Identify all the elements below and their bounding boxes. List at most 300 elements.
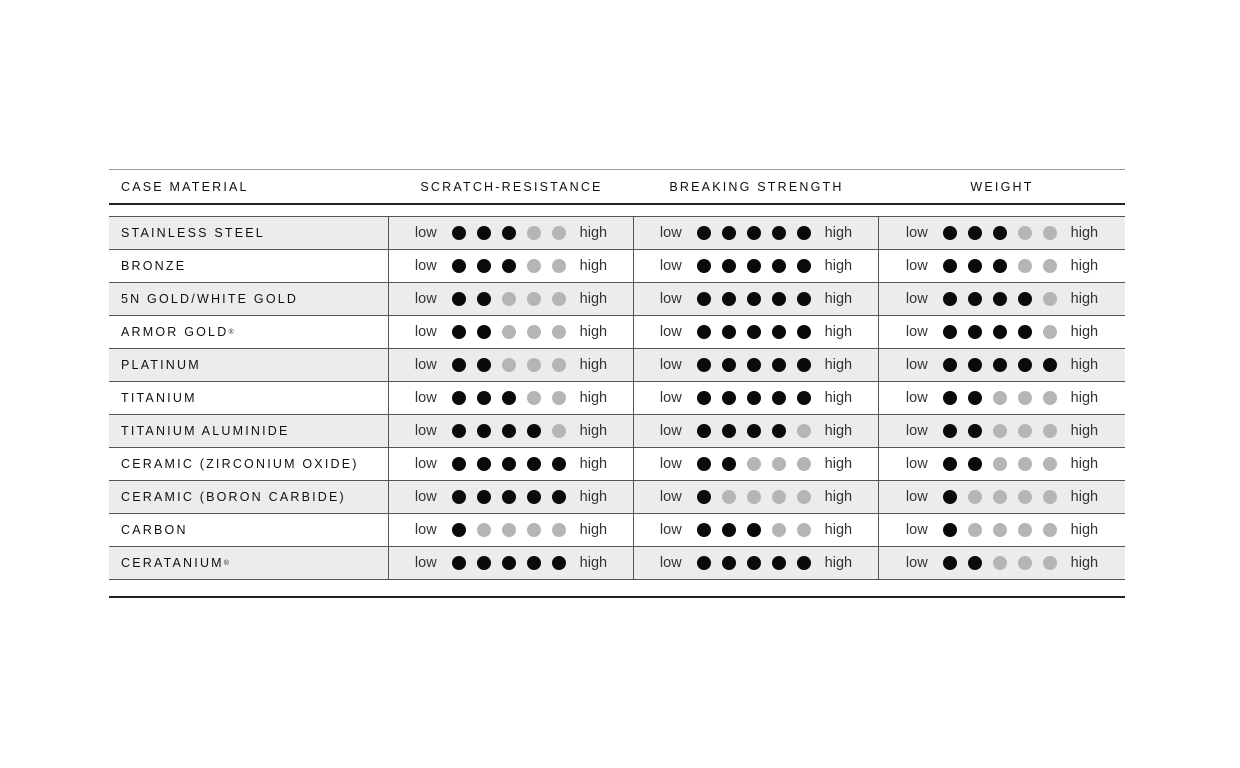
rating-dot-filled	[943, 226, 957, 240]
rating-dot-empty	[552, 523, 566, 537]
rating-dot-empty	[502, 325, 516, 339]
rating-dot-filled	[722, 292, 736, 306]
rating-dot-filled	[968, 556, 982, 570]
weight-rating	[879, 514, 1125, 546]
rating-dot-filled	[477, 424, 491, 438]
high-label: high	[1070, 489, 1099, 505]
rating-dot-filled	[722, 523, 736, 537]
registered-mark: ®	[228, 328, 234, 336]
high-label: high	[824, 258, 853, 274]
low-label: low	[905, 258, 928, 274]
rating-dot-filled	[527, 457, 541, 471]
table-row	[109, 250, 1125, 283]
high-label: high	[579, 258, 608, 274]
high-label: high	[1070, 423, 1099, 439]
breaking-rating	[634, 547, 879, 579]
rating-dot-empty	[1018, 391, 1032, 405]
breaking-rating	[634, 415, 879, 447]
low-label: low	[905, 291, 928, 307]
rating-dot-empty	[477, 523, 491, 537]
rating-dot-filled	[772, 292, 786, 306]
rating-dot-filled	[697, 391, 711, 405]
rating-dot-filled	[968, 424, 982, 438]
rating-dot-empty	[968, 523, 982, 537]
table-row	[109, 514, 1125, 547]
rating-dot-filled	[943, 259, 957, 273]
rating-dot-filled	[697, 556, 711, 570]
low-label: low	[414, 423, 437, 439]
material-name-text: TITANIUM	[121, 391, 197, 405]
rating-dot-filled	[993, 325, 1007, 339]
scratch-rating	[389, 481, 634, 513]
rating-dot-filled	[697, 325, 711, 339]
bottom-rule	[109, 596, 1125, 598]
rating-dot-empty	[1043, 457, 1057, 471]
rating-dot-filled	[452, 457, 466, 471]
high-label: high	[1070, 555, 1099, 571]
registered-mark: ®	[223, 559, 229, 567]
scratch-rating	[389, 250, 634, 282]
low-label: low	[905, 324, 928, 340]
breaking-rating	[634, 349, 879, 381]
high-label: high	[579, 291, 608, 307]
rating-dot-filled	[452, 358, 466, 372]
weight-rating	[879, 382, 1125, 414]
high-label: high	[1070, 258, 1099, 274]
rating-dot-empty	[502, 292, 516, 306]
low-label: low	[414, 522, 437, 538]
low-label: low	[905, 423, 928, 439]
rating-dot-filled	[452, 259, 466, 273]
rating-dot-empty	[502, 523, 516, 537]
rating-dot-empty	[552, 292, 566, 306]
rating-dot-empty	[1043, 325, 1057, 339]
rating-dot-filled	[552, 556, 566, 570]
scratch-rating	[389, 448, 634, 480]
rating-dot-filled	[527, 424, 541, 438]
low-label: low	[414, 456, 437, 472]
rating-dot-empty	[1018, 490, 1032, 504]
rating-dot-empty	[797, 424, 811, 438]
header-case-material: CASE MATERIAL	[121, 179, 249, 194]
material-name-text: BRONZE	[121, 259, 187, 273]
rating-dot-filled	[772, 226, 786, 240]
rating-dot-filled	[697, 259, 711, 273]
rating-dot-empty	[993, 490, 1007, 504]
rating-dot-filled	[697, 226, 711, 240]
rating-dot-filled	[552, 490, 566, 504]
low-label: low	[659, 291, 682, 307]
high-label: high	[1070, 357, 1099, 373]
material-name	[109, 349, 389, 381]
rating-dot-filled	[772, 424, 786, 438]
rating-dot-filled	[722, 457, 736, 471]
material-name	[109, 415, 389, 447]
scratch-rating	[389, 217, 634, 249]
rating-dot-empty	[797, 457, 811, 471]
rating-dot-filled	[722, 325, 736, 339]
rating-dot-filled	[993, 358, 1007, 372]
rating-dot-empty	[527, 292, 541, 306]
rating-dot-filled	[993, 259, 1007, 273]
scratch-rating	[389, 415, 634, 447]
high-label: high	[579, 225, 608, 241]
low-label: low	[414, 555, 437, 571]
rating-dot-filled	[477, 226, 491, 240]
high-label: high	[824, 555, 853, 571]
rating-dot-filled	[477, 325, 491, 339]
rating-dot-empty	[1043, 259, 1057, 273]
rating-dot-filled	[968, 358, 982, 372]
rating-dot-filled	[452, 556, 466, 570]
rating-dot-filled	[452, 226, 466, 240]
table-row	[109, 349, 1125, 382]
material-name-text: CERATANIUM	[121, 556, 224, 570]
material-name-text: CERAMIC (ZIRCONIUM OXIDE)	[121, 457, 359, 471]
rating-dot-filled	[943, 358, 957, 372]
high-label: high	[579, 324, 608, 340]
rating-dot-filled	[502, 490, 516, 504]
rating-dot-filled	[797, 358, 811, 372]
rating-dot-filled	[477, 259, 491, 273]
rating-dot-filled	[797, 292, 811, 306]
rating-dot-filled	[797, 226, 811, 240]
rating-dot-filled	[452, 391, 466, 405]
rating-dot-empty	[722, 490, 736, 504]
rating-dot-empty	[797, 490, 811, 504]
low-label: low	[905, 390, 928, 406]
rating-dot-filled	[527, 490, 541, 504]
rating-dot-empty	[797, 523, 811, 537]
rating-dot-filled	[747, 424, 761, 438]
breaking-rating	[634, 217, 879, 249]
rating-dot-empty	[552, 325, 566, 339]
rating-dot-filled	[697, 424, 711, 438]
rating-dot-empty	[502, 358, 516, 372]
breaking-rating	[634, 316, 879, 348]
high-label: high	[1070, 225, 1099, 241]
high-label: high	[579, 423, 608, 439]
rating-dot-filled	[1043, 358, 1057, 372]
low-label: low	[659, 522, 682, 538]
low-label: low	[659, 555, 682, 571]
rating-dot-empty	[993, 424, 1007, 438]
material-name	[109, 448, 389, 480]
material-name-text: CARBON	[121, 523, 188, 537]
rating-dot-filled	[1018, 358, 1032, 372]
rating-dot-filled	[968, 259, 982, 273]
rating-dot-filled	[747, 292, 761, 306]
breaking-rating	[634, 382, 879, 414]
low-label: low	[659, 489, 682, 505]
breaking-rating	[634, 250, 879, 282]
rating-dot-empty	[772, 490, 786, 504]
rating-dot-empty	[1043, 391, 1057, 405]
rating-dot-filled	[943, 391, 957, 405]
low-label: low	[659, 423, 682, 439]
rating-dot-filled	[747, 325, 761, 339]
low-label: low	[414, 225, 437, 241]
low-label: low	[414, 489, 437, 505]
scratch-rating	[389, 316, 634, 348]
rating-dot-filled	[797, 556, 811, 570]
high-label: high	[824, 390, 853, 406]
table-row	[109, 481, 1125, 514]
table-header	[109, 170, 1125, 205]
rating-dot-filled	[772, 358, 786, 372]
rating-dot-filled	[697, 358, 711, 372]
scratch-rating	[389, 349, 634, 381]
rating-dot-empty	[772, 457, 786, 471]
rating-dot-filled	[968, 226, 982, 240]
material-name	[109, 382, 389, 414]
rating-dot-empty	[772, 523, 786, 537]
rating-dot-filled	[477, 391, 491, 405]
rating-dot-filled	[722, 556, 736, 570]
header-gap	[109, 205, 1125, 216]
rating-dot-filled	[797, 259, 811, 273]
high-label: high	[824, 423, 853, 439]
rating-dot-filled	[1018, 325, 1032, 339]
table-row	[109, 217, 1125, 250]
breaking-rating	[634, 448, 879, 480]
high-label: high	[824, 225, 853, 241]
rating-dot-filled	[722, 259, 736, 273]
rating-dot-filled	[452, 523, 466, 537]
weight-rating	[879, 316, 1125, 348]
rating-dot-filled	[697, 457, 711, 471]
rating-dot-filled	[943, 457, 957, 471]
high-label: high	[579, 357, 608, 373]
high-label: high	[824, 357, 853, 373]
rating-dot-filled	[747, 358, 761, 372]
low-label: low	[905, 522, 928, 538]
header-weight: WEIGHT	[970, 179, 1034, 194]
high-label: high	[579, 522, 608, 538]
rating-dot-empty	[527, 358, 541, 372]
rating-dot-empty	[527, 259, 541, 273]
rating-dot-filled	[772, 556, 786, 570]
material-name-text: ARMOR GOLD	[121, 325, 229, 339]
rating-dot-filled	[747, 556, 761, 570]
low-label: low	[659, 357, 682, 373]
material-name-text: PLATINUM	[121, 358, 201, 372]
rating-dot-empty	[527, 523, 541, 537]
low-label: low	[414, 291, 437, 307]
rating-dot-empty	[1018, 556, 1032, 570]
rating-dot-filled	[993, 292, 1007, 306]
rating-dot-filled	[747, 523, 761, 537]
rating-dot-empty	[747, 490, 761, 504]
low-label: low	[659, 456, 682, 472]
rating-dot-filled	[502, 226, 516, 240]
scratch-rating	[389, 283, 634, 315]
weight-rating	[879, 448, 1125, 480]
rating-dot-filled	[797, 325, 811, 339]
rating-dot-filled	[477, 292, 491, 306]
table-row	[109, 415, 1125, 448]
weight-rating	[879, 415, 1125, 447]
low-label: low	[414, 324, 437, 340]
rating-dot-filled	[797, 391, 811, 405]
rating-dot-filled	[502, 556, 516, 570]
high-label: high	[1070, 324, 1099, 340]
rating-dot-empty	[1043, 490, 1057, 504]
high-label: high	[1070, 456, 1099, 472]
low-label: low	[905, 225, 928, 241]
low-label: low	[659, 225, 682, 241]
rating-dot-empty	[1018, 226, 1032, 240]
high-label: high	[1070, 390, 1099, 406]
rating-dot-filled	[1018, 292, 1032, 306]
rating-dot-filled	[477, 490, 491, 504]
high-label: high	[824, 324, 853, 340]
material-name	[109, 250, 389, 282]
rating-dot-filled	[968, 457, 982, 471]
table-row	[109, 316, 1125, 349]
rating-dot-empty	[527, 226, 541, 240]
high-label: high	[824, 489, 853, 505]
rating-dot-filled	[452, 490, 466, 504]
material-name	[109, 547, 389, 579]
rating-dot-empty	[1043, 292, 1057, 306]
rating-dot-filled	[747, 226, 761, 240]
high-label: high	[824, 291, 853, 307]
rating-dot-empty	[1018, 424, 1032, 438]
high-label: high	[579, 489, 608, 505]
rating-dot-filled	[943, 523, 957, 537]
rating-dot-empty	[1018, 523, 1032, 537]
material-name-text: STAINLESS STEEL	[121, 226, 265, 240]
rating-dot-filled	[993, 226, 1007, 240]
breaking-rating	[634, 481, 879, 513]
low-label: low	[659, 390, 682, 406]
breaking-rating	[634, 514, 879, 546]
low-label: low	[659, 258, 682, 274]
rating-dot-empty	[993, 391, 1007, 405]
rating-dot-filled	[697, 490, 711, 504]
rating-dot-filled	[697, 292, 711, 306]
rating-dot-filled	[722, 391, 736, 405]
rating-dot-filled	[943, 325, 957, 339]
material-name-text: CERAMIC (BORON CARBIDE)	[121, 490, 346, 504]
rating-dot-filled	[943, 292, 957, 306]
weight-rating	[879, 547, 1125, 579]
rating-dot-empty	[1043, 556, 1057, 570]
rating-dot-filled	[772, 325, 786, 339]
rating-dot-filled	[477, 358, 491, 372]
rating-dot-empty	[552, 259, 566, 273]
weight-rating	[879, 217, 1125, 249]
high-label: high	[579, 456, 608, 472]
material-comparison-table	[109, 169, 1125, 598]
breaking-rating	[634, 283, 879, 315]
low-label: low	[414, 357, 437, 373]
rating-dot-filled	[452, 292, 466, 306]
table-row	[109, 283, 1125, 316]
low-label: low	[414, 390, 437, 406]
material-name	[109, 283, 389, 315]
rating-dot-empty	[1043, 226, 1057, 240]
scratch-rating	[389, 514, 634, 546]
material-name-text: 5N GOLD/WHITE GOLD	[121, 292, 299, 306]
rating-dot-filled	[452, 325, 466, 339]
rating-dot-empty	[527, 325, 541, 339]
material-name-text: TITANIUM ALUMINIDE	[121, 424, 290, 438]
rating-dot-empty	[552, 358, 566, 372]
low-label: low	[414, 258, 437, 274]
rating-dot-filled	[943, 424, 957, 438]
rating-dot-empty	[993, 457, 1007, 471]
rating-dot-empty	[747, 457, 761, 471]
low-label: low	[905, 555, 928, 571]
high-label: high	[579, 390, 608, 406]
rating-dot-filled	[452, 424, 466, 438]
high-label: high	[1070, 522, 1099, 538]
weight-rating	[879, 349, 1125, 381]
header-scratch-resistance: SCRATCH-RESISTANCE	[420, 179, 603, 194]
rating-dot-filled	[968, 391, 982, 405]
weight-rating	[879, 250, 1125, 282]
rating-dot-filled	[477, 556, 491, 570]
rating-dot-empty	[993, 523, 1007, 537]
rating-dot-filled	[477, 457, 491, 471]
rating-dot-filled	[747, 391, 761, 405]
rating-dot-filled	[502, 457, 516, 471]
rating-dot-filled	[697, 523, 711, 537]
rating-dot-filled	[527, 556, 541, 570]
header-breaking-strength: BREAKING STRENGTH	[669, 179, 844, 194]
rating-dot-filled	[968, 325, 982, 339]
rating-dot-filled	[772, 259, 786, 273]
rating-dot-empty	[552, 391, 566, 405]
low-label: low	[659, 324, 682, 340]
high-label: high	[1070, 291, 1099, 307]
material-name	[109, 316, 389, 348]
rating-dot-empty	[527, 391, 541, 405]
rating-dot-filled	[502, 391, 516, 405]
rating-dot-filled	[502, 424, 516, 438]
high-label: high	[579, 555, 608, 571]
rating-dot-filled	[747, 259, 761, 273]
weight-rating	[879, 481, 1125, 513]
rating-dot-filled	[772, 391, 786, 405]
table-body	[109, 216, 1125, 580]
low-label: low	[905, 489, 928, 505]
table-row	[109, 382, 1125, 415]
table-row	[109, 448, 1125, 481]
rating-dot-filled	[943, 490, 957, 504]
rating-dot-empty	[968, 490, 982, 504]
low-label: low	[905, 456, 928, 472]
high-label: high	[824, 522, 853, 538]
rating-dot-filled	[502, 259, 516, 273]
material-name	[109, 481, 389, 513]
table-row	[109, 547, 1125, 580]
rating-dot-empty	[1043, 523, 1057, 537]
weight-rating	[879, 283, 1125, 315]
low-label: low	[905, 357, 928, 373]
rating-dot-empty	[1018, 259, 1032, 273]
rating-dot-filled	[968, 292, 982, 306]
rating-dot-filled	[722, 424, 736, 438]
rating-dot-empty	[552, 424, 566, 438]
rating-dot-empty	[1018, 457, 1032, 471]
rating-dot-filled	[943, 556, 957, 570]
rating-dot-empty	[993, 556, 1007, 570]
rating-dot-empty	[552, 226, 566, 240]
high-label: high	[824, 456, 853, 472]
